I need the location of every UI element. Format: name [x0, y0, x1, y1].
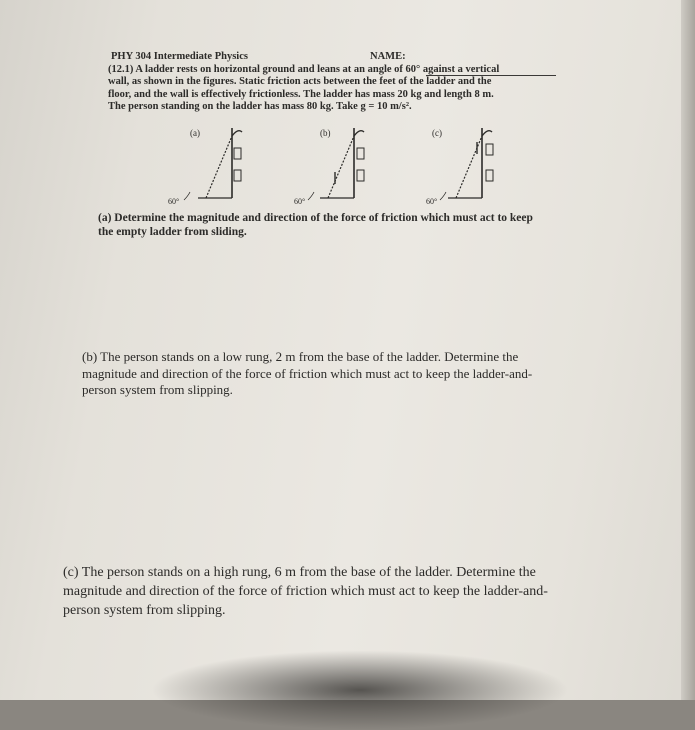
- course-title: PHY 304 Intermediate Physics: [111, 51, 248, 62]
- ladder: [328, 136, 354, 198]
- question-b: [82, 349, 532, 399]
- problem-line: wall, as shown in the figures. Static friction acts between the feet of the ladder and the: [108, 76, 492, 88]
- ladder: [456, 136, 482, 198]
- window-lower: [486, 170, 493, 181]
- problem-statement: [108, 64, 499, 114]
- figure-a: [160, 124, 260, 208]
- figure-label: (b): [320, 128, 331, 138]
- angle-arc: [184, 192, 190, 200]
- question-line: (b) The person stands on a low rung, 2 m from the base of the ladder. Determine the: [82, 349, 519, 364]
- figure-c: [420, 124, 520, 208]
- angle-label: 60°: [426, 197, 438, 206]
- angle-arc: [440, 192, 446, 200]
- question-c: [63, 563, 548, 620]
- ladder-hook: [354, 131, 364, 136]
- name-label: NAME:: [370, 51, 406, 62]
- question-line: person system from slipping.: [82, 382, 233, 397]
- figure-b: [290, 124, 390, 208]
- problem-line: The person standing on the ladder has mass 80 kg. Take g = 10 m/s².: [108, 101, 412, 113]
- ladder: [206, 136, 232, 198]
- question-line: (a) Determine the magnitude and direction of the force of friction which must act to keep: [98, 212, 533, 224]
- window-lower: [357, 170, 364, 181]
- figure-label: (a): [190, 128, 200, 138]
- window-upper: [486, 144, 493, 155]
- window-upper: [234, 148, 241, 159]
- question-line: the empty ladder from sliding.: [98, 225, 247, 238]
- angle-label: 60°: [168, 197, 180, 206]
- figure-label: (c): [432, 128, 442, 138]
- window-lower: [234, 170, 241, 181]
- problem-line: floor, and the wall is effectively frictionless. The ladder has mass 20 kg and length 8 m.: [108, 88, 494, 100]
- question-line: magnitude and direction of the force of friction which must act to keep the ladder-and-: [82, 365, 533, 381]
- desk-edge: [681, 0, 695, 700]
- ladder-hook: [232, 131, 242, 136]
- problem-line: (12.1) A ladder rests on horizontal ground and leans at an angle of 60° against a vertical: [108, 64, 500, 75]
- hand-shadow: [150, 650, 570, 730]
- question-line: person system from slipping.: [63, 603, 226, 618]
- angle-label: 60°: [294, 197, 306, 206]
- window-upper: [357, 148, 364, 159]
- ladder-hook: [482, 131, 492, 136]
- question-line: magnitude and direction of the force of friction which must act to keep the ladder-and-: [63, 584, 548, 599]
- angle-arc: [308, 192, 314, 200]
- question-a: [98, 212, 533, 239]
- question-line: (c) The person stands on a high rung, 6 m from the base of the ladder. Determine the: [63, 565, 536, 580]
